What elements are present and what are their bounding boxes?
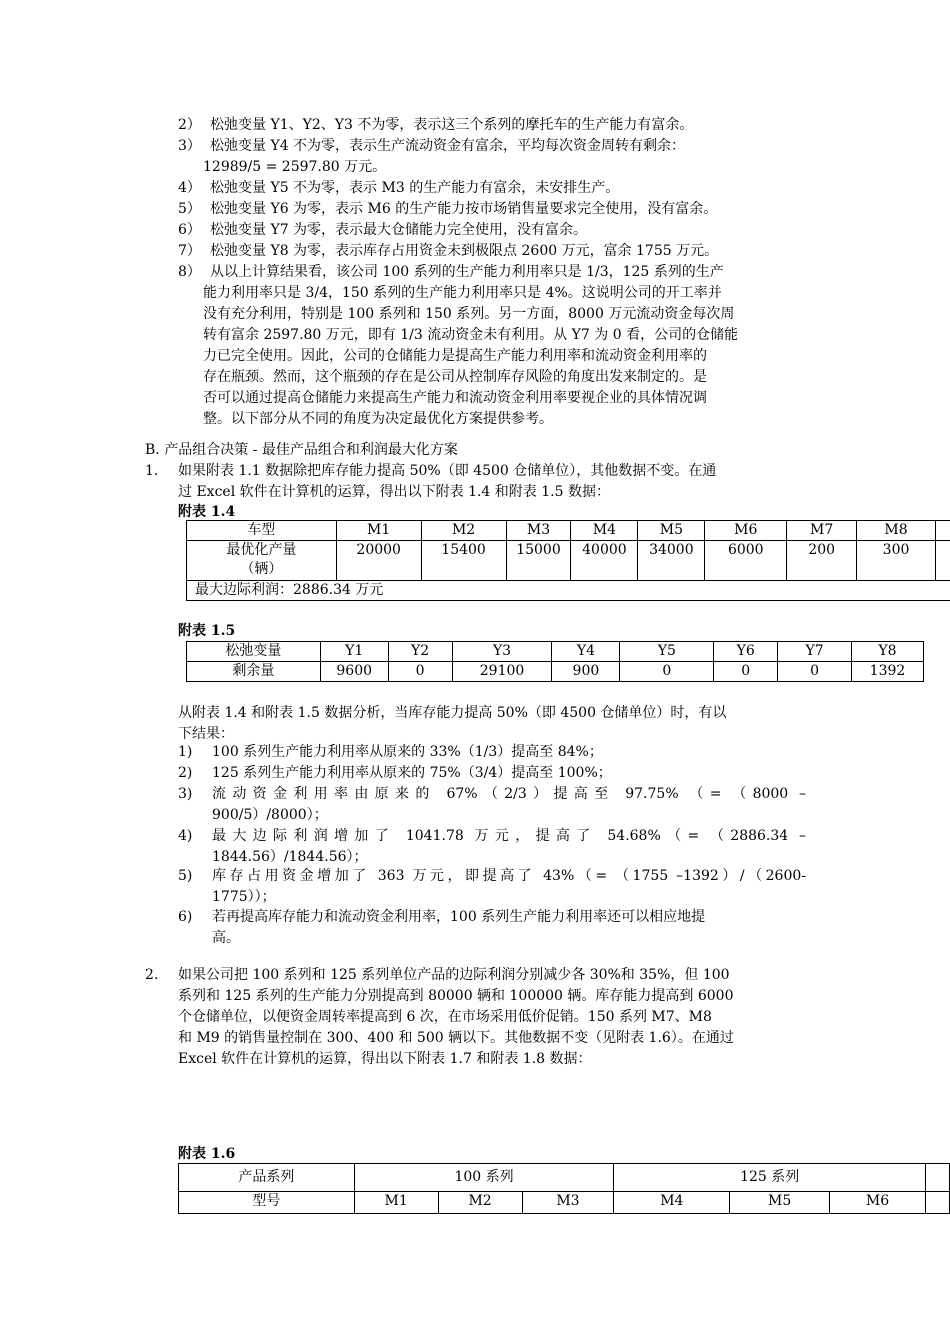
list-a-num-3: 3） [178,138,201,154]
item-2-line5: Excel 软件在计算机的运算，得出以下附表 1.7 和附表 1.8 数据： [178,1051,592,1067]
table-1-5-col-y8: Y8 [852,642,924,662]
table-1-4-col-m1: M1 [336,521,421,541]
table-1-4-row-label-2: （辆） [240,561,283,577]
list-a-item-2: 松弛变量 Y1、Y2、Y3 不为零，表示这三个系列的摩托车的生产能力有富余。 [210,117,694,133]
table-1-4-col-blank [935,521,950,541]
table-1-4-value-m4: 40000 [571,541,638,581]
table-1-4-col-m6: M6 [705,521,787,541]
list-b-item-5-line2: 1775））； [212,889,276,905]
list-a-item-8-line7: 否可以通过提高仓储能力来提高生产能力和流动资金利用率要视企业的具体情况调 [203,390,707,406]
list-a-item-5: 松弛变量 Y6 为零，表示 M6 的生产能力按市场销售量要求完全使用，没有富余。 [210,201,718,217]
list-a-num-4: 4） [178,180,201,196]
list-b-item-1: 100 系列生产能力利用率从原来的 33%（1/3）提高至 84%； [212,744,603,760]
list-b-item-5-line1: 库存占用资金增加了 363 万元，即提高了 43%（= （1755 –1392）/（2600- [212,868,806,884]
table-1-6 [178,1163,950,1214]
table-1-5-value-y2: 0 [388,662,452,682]
table-1-5-header-row [187,642,924,662]
list-b-num-6: 6) [178,909,193,925]
list-a-item-3-cont: 12989/5 = 2597.80 万元。 [203,159,387,175]
list-a-item-3: 松弛变量 Y4 不为零，表示生产流动资金有富余，平均每次资金周转有剩余： [210,138,686,154]
table-1-6-group-125: 125 系列 [614,1164,926,1192]
table-1-5-col-y4: Y4 [552,642,620,662]
list-b-item-6-line2: 高。 [212,930,240,946]
table-1-4-value-m6: 6000 [705,541,787,581]
list-b-num-4: 4) [178,828,193,844]
table-1-6-row-label: 型号 [179,1192,355,1214]
list-a-item-8-line3: 没有充分利用，特别是 100 系列和 150 系列。另一方面，8000 万元流动资金每次周 [203,306,735,322]
list-a-item-8-line8: 整。以下部分从不同的角度为决定最优化方案提供参考。 [203,411,553,427]
item-2-line3: 个仓储单位，以便资金周转率提高到 6 次，在市场采用低价促销。150 系列 M7、M8 [178,1009,712,1025]
table-1-4-col-m4: M4 [571,521,638,541]
list-a-item-8-line6: 存在瓶颈。然而，这个瓶颈的存在是公司从控制库存风险的角度出发来制定的。是 [203,369,707,385]
table-1-4-caption: 附表 1.4 [178,504,236,520]
table-1-4-value-m5: 34000 [638,541,705,581]
table-1-6-col-m2: M2 [438,1192,522,1214]
table-1-4-col-m8: M8 [857,521,936,541]
list-b-item-4-line1: 最大边际利润增加了 1041.78 万元，提高了 54.68%（= （2886.34 – [212,828,806,844]
table-1-4-row-label-1: 最优化产量 [226,542,297,558]
table-1-5-value-y1: 9600 [320,662,388,682]
table-1-6-group-100: 100 系列 [354,1164,614,1192]
list-a-num-5: 5） [178,201,201,217]
table-1-6-col-m5: M5 [730,1192,830,1214]
list-a-item-8-line5: 力已完全使用。因此，公司的仓储能力是提高生产能力利用率和流动资金利用率的 [203,348,707,364]
table-1-4-footer-row [187,581,950,601]
table-1-5-head-label: 松弛变量 [187,642,321,662]
table-1-4-row-label [187,541,337,581]
table-1-5-col-y7: Y7 [778,642,852,662]
list-b-num-5: 5) [178,868,193,884]
table-1-5-value-y7: 0 [778,662,852,682]
list-a-num-7: 7） [178,243,201,259]
table-1-6-group-row [179,1164,950,1192]
table-1-5-col-y1: Y1 [320,642,388,662]
list-a-num-2: 2） [178,117,201,133]
list-b-num-2: 2) [178,765,193,781]
table-1-5-col-y3: Y3 [452,642,552,662]
list-b-item-4-line2: 1844.56）/1844.56）； [212,849,368,865]
table-1-4-value-m3: 15000 [506,541,571,581]
list-b-item-6-line1: 若再提高库存能力和流动资金利用率，100 系列生产能力利用率还可以相应地提 [212,909,706,925]
item-1-line1: 如果附表 1.1 数据除把库存能力提高 50%（即 4500 仓储单位），其他数据不变。在通 [178,463,717,479]
table-1-6-col-m1: M1 [354,1192,438,1214]
table-1-6-col-m4: M4 [614,1192,730,1214]
table-1-5-value-y3: 29100 [452,662,552,682]
table-1-4-col-m7: M7 [787,521,857,541]
table-1-5-value-y4: 900 [552,662,620,682]
table-1-4-head-label: 车型 [187,521,337,541]
table-1-4-value-m8: 300 [857,541,936,581]
table-1-4-col-m2: M2 [421,521,506,541]
table-1-4-value-m1: 20000 [336,541,421,581]
table-1-4-footer: 最大边际利润：2886.34 万元 [187,581,950,601]
item-2-num: 2. [145,967,159,983]
list-a-item-7: 松弛变量 Y8 为零，表示库存占用资金未到极限点 2600 万元，富余 1755 万元。 [210,243,719,259]
list-b-item-3-line1: 流动资金利用率由原来的 67%（2/3）提高至 97.75% （= （8000 – [212,786,806,802]
list-b-item-2: 125 系列生产能力利用率从原来的 75%（3/4）提高至 100%； [212,765,612,781]
table-1-5-value-y6: 0 [714,662,778,682]
table-1-5-data-row [187,662,924,682]
list-b-num-3: 3) [178,786,193,802]
table-1-5-col-y6: Y6 [714,642,778,662]
item-1-line2: 过 Excel 软件在计算机的运算，得出以下附表 1.4 和附表 1.5 数据： [178,484,610,500]
table-1-6-caption: 附表 1.6 [178,1146,236,1162]
table-1-4-value-m7: 200 [787,541,857,581]
list-b-num-1: 1) [178,744,193,760]
table-1-6-col-m6: M6 [830,1192,926,1214]
item-2-line1: 如果公司把 100 系列和 125 系列单位产品的边际利润分别减少各 30%和 35%，但 100 [178,967,730,983]
list-a-num-8: 8） [178,264,201,280]
list-a-item-6: 松弛变量 Y7 为零，表示最大仓储能力完全使用，没有富余。 [210,222,588,238]
list-b-item-3-line2: 900/5）/8000）； [212,807,328,823]
analysis-intro-line1: 从附表 1.4 和附表 1.5 数据分析，当库存能力提高 50%（即 4500 仓储单位）时，有以 [178,705,727,721]
table-1-4-header-row [187,521,950,541]
table-1-6-col-blank [925,1192,949,1214]
table-1-4-value-m2: 15400 [421,541,506,581]
table-1-4-data-row [187,541,950,581]
list-a-item-8-line1: 从以上计算结果看，该公司 100 系列的生产能力利用率只是 1/3，125 系列的生产 [210,264,724,280]
table-1-4-col-m3: M3 [506,521,571,541]
table-1-4-col-m5: M5 [638,521,705,541]
list-a-num-6: 6） [178,222,201,238]
table-1-5-col-y5: Y5 [620,642,714,662]
table-1-5-caption: 附表 1.5 [178,623,236,639]
table-1-5 [186,641,924,682]
table-1-5-value-y5: 0 [620,662,714,682]
table-1-5-col-y2: Y2 [388,642,452,662]
section-b-heading: B. 产品组合决策 - 最佳产品组合和利润最大化方案 [145,442,458,458]
item-2-line2: 系列和 125 系列的生产能力分别提高到 80000 辆和 100000 辆。库存能力提高到 6000 [178,988,734,1004]
list-a-item-8-line2: 能力利用率只是 3/4，150 系列的生产能力利用率只是 4%。这说明公司的开工率并 [203,285,722,301]
table-1-6-head-label: 产品系列 [179,1164,355,1192]
table-1-6-model-row [179,1192,950,1214]
table-1-6-group-blank [925,1164,949,1192]
table-1-5-row-label: 剩余量 [187,662,321,682]
list-a-item-4: 松弛变量 Y5 不为零，表示 M3 的生产能力有富余，未安排生产。 [210,180,620,196]
table-1-4-value-blank [935,541,950,581]
item-1-num: 1. [145,463,159,479]
table-1-4 [186,520,950,601]
list-a-item-8-line4: 转有富余 2597.80 万元，即有 1/3 流动资金未有利用。从 Y7 为 0 看，公司的仓储能 [203,327,739,343]
table-1-5-value-y8: 1392 [852,662,924,682]
table-1-6-col-m3: M3 [522,1192,614,1214]
item-2-line4: 和 M9 的销售量控制在 300、400 和 500 辆以下。其他数据不变（见附表 1.6）。在通过 [178,1030,734,1046]
analysis-intro-line2: 下结果： [178,726,234,742]
